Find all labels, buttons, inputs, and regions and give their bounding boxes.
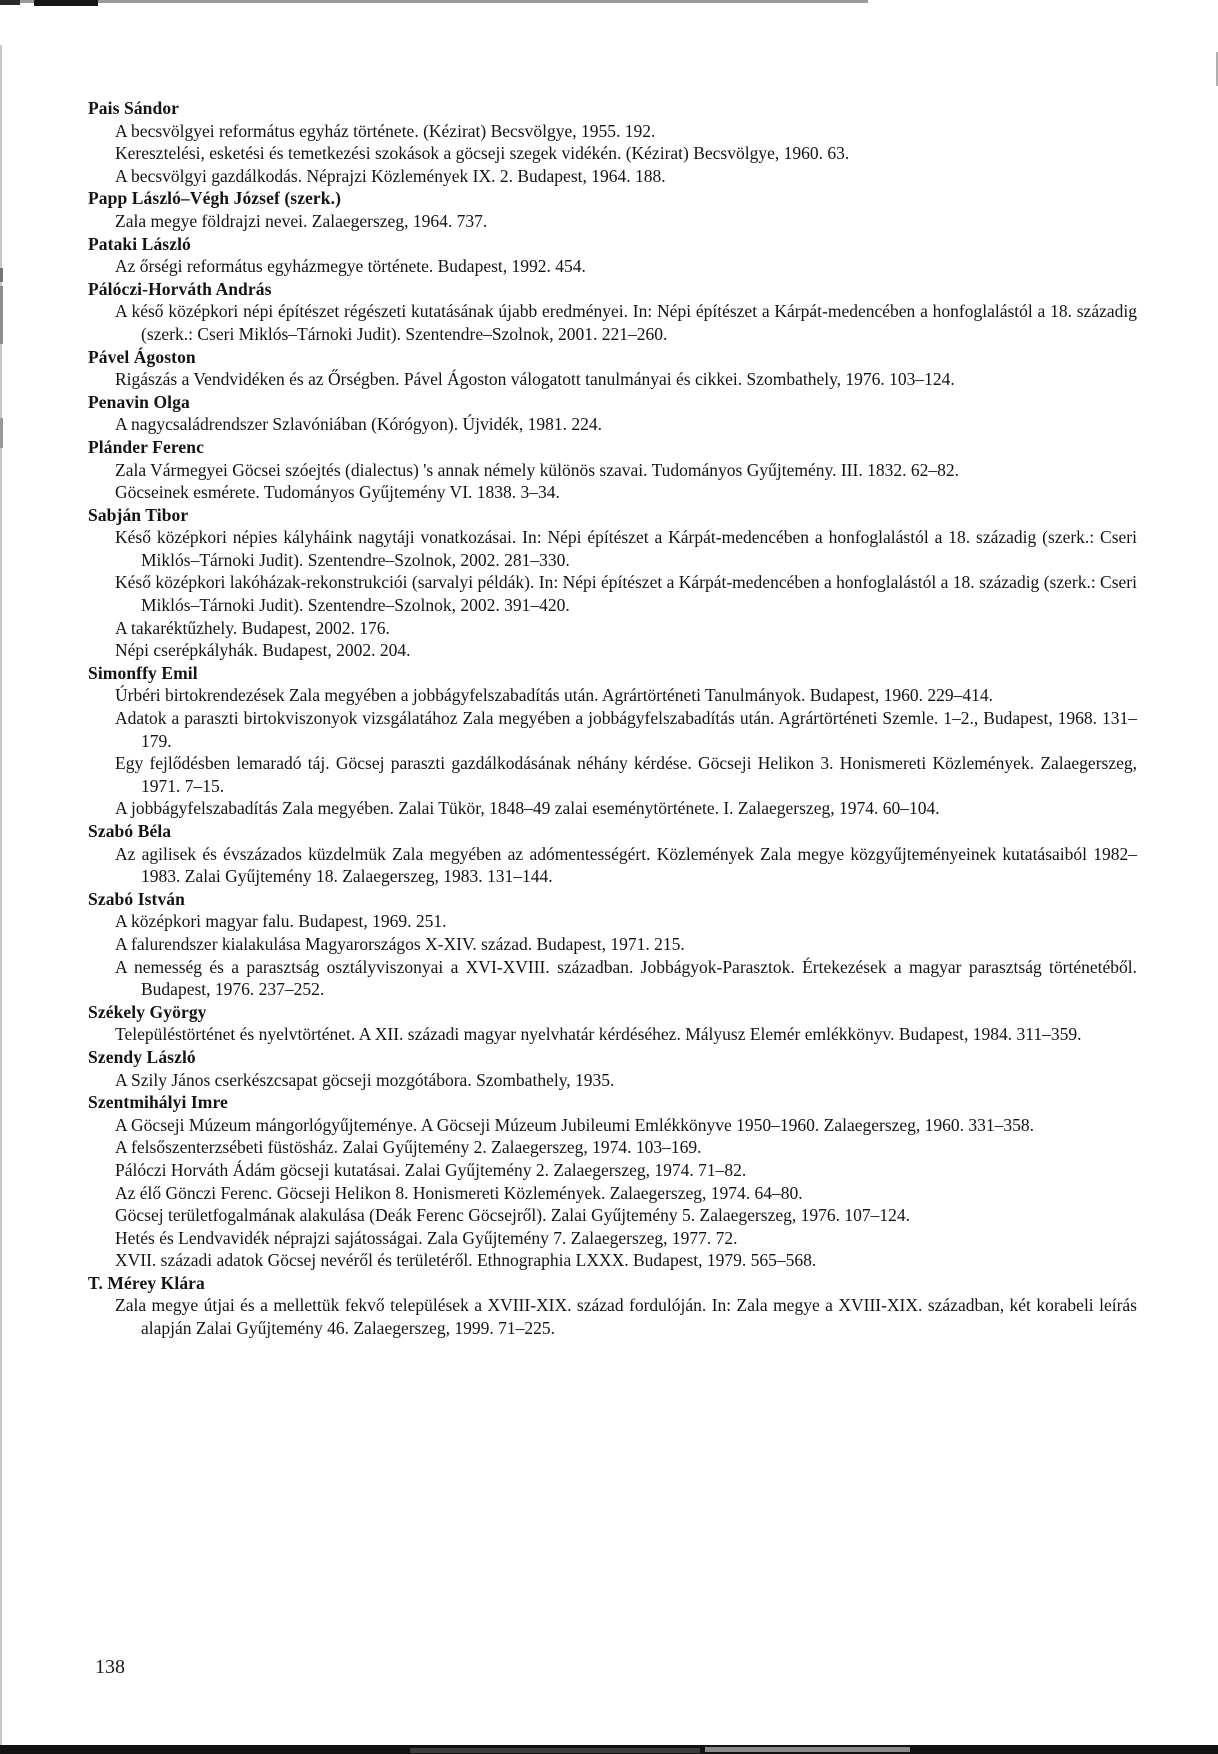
bibliography-entry [88, 436, 1137, 504]
bibliography-entry [88, 504, 1137, 662]
author-name: Pataki László [88, 233, 191, 254]
work-item: Pálóczi Horváth Ádám göcseji kutatásai. Zalai Gyűjtemény 2. Zalaegerszeg, 1974. 71–82. [115, 1159, 747, 1180]
work-item: Az agilisek és évszázados küzdelmük Zala megyében az adómentességért. Közlemények Zala megye közgyűjteményeinek kutatásaiból 1982–1983. Zalai Gyűjtemény 18. Zalaegerszeg, 1983. 131–144. [115, 843, 1137, 887]
page-number: 138 [95, 1656, 125, 1678]
bibliography-entry [88, 1091, 1137, 1272]
bibliography-entry [88, 662, 1137, 820]
work-item: A nagycsaládrendszer Szlavóniában (Kórógyon). Újvidék, 1981. 224. [115, 414, 602, 435]
work-item: Zala megye földrajzi nevei. Zalaegerszeg, 1964. 737. [115, 210, 488, 231]
work-item: A középkori magyar falu. Budapest, 1969. 251. [115, 911, 447, 932]
work-item: A késő középkori népi építészet régészeti kutatásának újabb eredményei. In: Népi építészet a Kárpát-medencében a honfoglalástól a 18. századig (szerk.: Cseri Miklós–Tárnoki Judit). Szentendre–Szolnok, 2001. 221–260. [115, 301, 1137, 344]
author-name: Pável Ágoston [88, 346, 196, 367]
scan-mark-left-3 [0, 418, 3, 448]
work-item: Adatok a paraszti birtokviszonyok vizsgálatához Zala megyében a jobbágyfelszabadítás után. Agrártörténeti Szemle. 1–2., Budapest, 1968. 131–179. [115, 708, 1137, 751]
author-name: Simonffy Emil [88, 662, 198, 683]
work-item: Egy fejlődésben lemaradó táj. Göcsej paraszti gazdálkodásának néhány kérdése. Göcseji Helikon 3. Honismereti Közlemények. Zalaegerszeg, 1971. 7–15. [115, 753, 1137, 796]
bibliography-entry [88, 1272, 1137, 1340]
bibliography-entry [88, 187, 1137, 232]
bibliography-entry [88, 97, 1137, 187]
author-name: Papp László–Végh József (szerk.) [88, 188, 342, 209]
scan-edge-bottom-shade-1 [410, 1748, 700, 1753]
bibliography-page [88, 97, 1137, 1340]
work-item: Göcsej területfogalmának alakulása (Deák Ferenc Göcsejről). Zalai Gyűjtemény 5. Zalaegerszeg, 1976. 107–124. [115, 1205, 910, 1226]
scan-edge-bottom-shade-2 [705, 1747, 910, 1752]
bibliography-entry [88, 278, 1137, 346]
author-name: Pais Sándor [88, 98, 180, 118]
work-item: XVII. századi adatok Göcsej nevéről és területéről. Ethnographia LXXX. Budapest, 1979. 565–568. [115, 1250, 817, 1271]
work-item: Rigászás a Vendvidéken és az Őrségben. Pável Ágoston válogatott tanulmányai és cikkei. Szombathely, 1976. 103–124. [115, 369, 955, 390]
work-item: A nemesség és a parasztság osztályviszonyai a XVI-XVIII. században. Jobbágyok-Parasztok. Értekezések a magyar parasztság történetéből. Budapest, 1976. 237–252. [115, 956, 1137, 1000]
work-item: A falurendszer kialakulása Magyarországos X-XIV. század. Budapest, 1971. 215. [115, 933, 685, 954]
author-name: Székely György [88, 1001, 207, 1022]
work-item: A becsvölgyi gazdálkodás. Néprajzi Közlemények IX. 2. Budapest, 1964. 188. [115, 165, 666, 186]
work-item: A becsvölgyei református egyház története. (Kézirat) Becsvölgye, 1955. 192. [115, 120, 656, 141]
work-item: Késő középkori lakóházak-rekonstrukciói (sarvalyi példák). In: Népi építészet a Kárpát-medencében a honfoglalástól a 18. századig (szerk.: Cseri Miklós–Tárnoki Judit). Szentendre–Szolnok, 2002. 391–420. [115, 572, 1137, 616]
bibliography-entry [88, 1001, 1137, 1046]
work-item: Zala Vármegyei Göcsei szóejtés (dialectus) 's annak némely különös szavai. Tudományos Gyűjtemény. III. 1832. 62–82. [115, 459, 959, 480]
bibliography-entry [88, 888, 1137, 1001]
bibliography-entry [88, 233, 1137, 278]
work-item: Keresztelési, esketési és temetkezési szokások a göcseji szegek vidékén. (Kézirat) Becsvölgye, 1960. 63. [115, 143, 850, 164]
work-item: Településtörténet és nyelvtörténet. A XII. századi magyar nyelvhatár kérdéséhez. Mályusz Elemér emlékkönyv. Budapest, 1984. 311–359. [115, 1024, 1082, 1045]
work-item: A Göcseji Múzeum mángorlógyűjteménye. A Göcseji Múzeum Jubileumi Emlékkönyve 1950–1960. Zalaegerszeg, 1960. 331–358. [115, 1114, 1035, 1135]
bibliography-entry [88, 346, 1137, 391]
author-name: Szendy László [88, 1046, 196, 1067]
work-item: Zala megye útjai és a mellettük fekvő települések a XVIII-XIX. század fordulóján. In: Zala megye a XVIII-XIX. században, két korabeli leírás alapján Zalai Gyűjtemény 46. Zalaegerszeg, 1999. 71–225. [115, 1295, 1137, 1339]
bibliography-entry [88, 1046, 1137, 1091]
author-name: T. Mérey Klára [88, 1272, 205, 1293]
work-item: Úrbéri birtokrendezések Zala megyében a jobbágyfelszabadítás után. Agrártörténeti Tanulmányok. Budapest, 1960. 229–414. [115, 685, 994, 706]
scan-mark-left-1 [0, 268, 3, 282]
work-item: A takaréktűzhely. Budapest, 2002. 176. [115, 617, 390, 638]
scan-mark-left-2 [0, 286, 3, 344]
work-item: A felsőszenterzsébeti füstösház. Zalai Gyűjtemény 2. Zalaegerszeg, 1974. 103–169. [115, 1137, 702, 1158]
author-name: Szentmihályi Imre [88, 1092, 228, 1113]
author-name: Plánder Ferenc [88, 436, 204, 457]
scan-edge-top [0, 0, 868, 3]
work-item: Hetés és Lendvavidék néprajzi sajátosságai. Zala Gyűjtemény 7. Zalaegerszeg, 1977. 72. [115, 1227, 738, 1248]
work-item: A jobbágyfelszabadítás Zala megyében. Zalai Tükör, 1848–49 zalai eseménytörténete. I. Zalaegerszeg, 1974. 60–104. [115, 798, 940, 819]
author-name: Szabó István [88, 888, 185, 909]
bibliography-entry [88, 820, 1137, 888]
work-item: A Szily János cserkészcsapat göcseji mozgótábora. Szombathely, 1935. [115, 1069, 615, 1090]
work-item: Göcseinek esmérete. Tudományos Gyűjtemény VI. 1838. 3–34. [115, 482, 560, 503]
author-name: Szabó Béla [88, 821, 172, 841]
work-item: Késő középkori népies kályháink nagytáji vonatkozásai. In: Népi építészet a Kárpát-medencében a honfoglalástól a 18. századig (szerk.: Cseri Miklós–Tárnoki Judit). Szentendre–Szolnok, 2002. 281–330. [115, 527, 1137, 570]
author-name: Pálóczi-Horváth András [88, 278, 272, 299]
scan-edge-top-dark-segment [34, 0, 98, 6]
author-name: Sabján Tibor [88, 504, 189, 525]
work-item: Az élő Gönczi Ferenc. Göcseji Helikon 8. Honismereti Közlemények. Zalaegerszeg, 1974. 64–80. [115, 1182, 803, 1203]
work-item: Népi cserépkályhák. Budapest, 2002. 204. [115, 640, 411, 661]
work-item: Az őrségi református egyházmegye története. Budapest, 1992. 454. [115, 256, 586, 277]
bibliography-entry [88, 391, 1137, 436]
author-name: Penavin Olga [88, 391, 190, 412]
scan-edge-top-dark-left [0, 0, 20, 5]
